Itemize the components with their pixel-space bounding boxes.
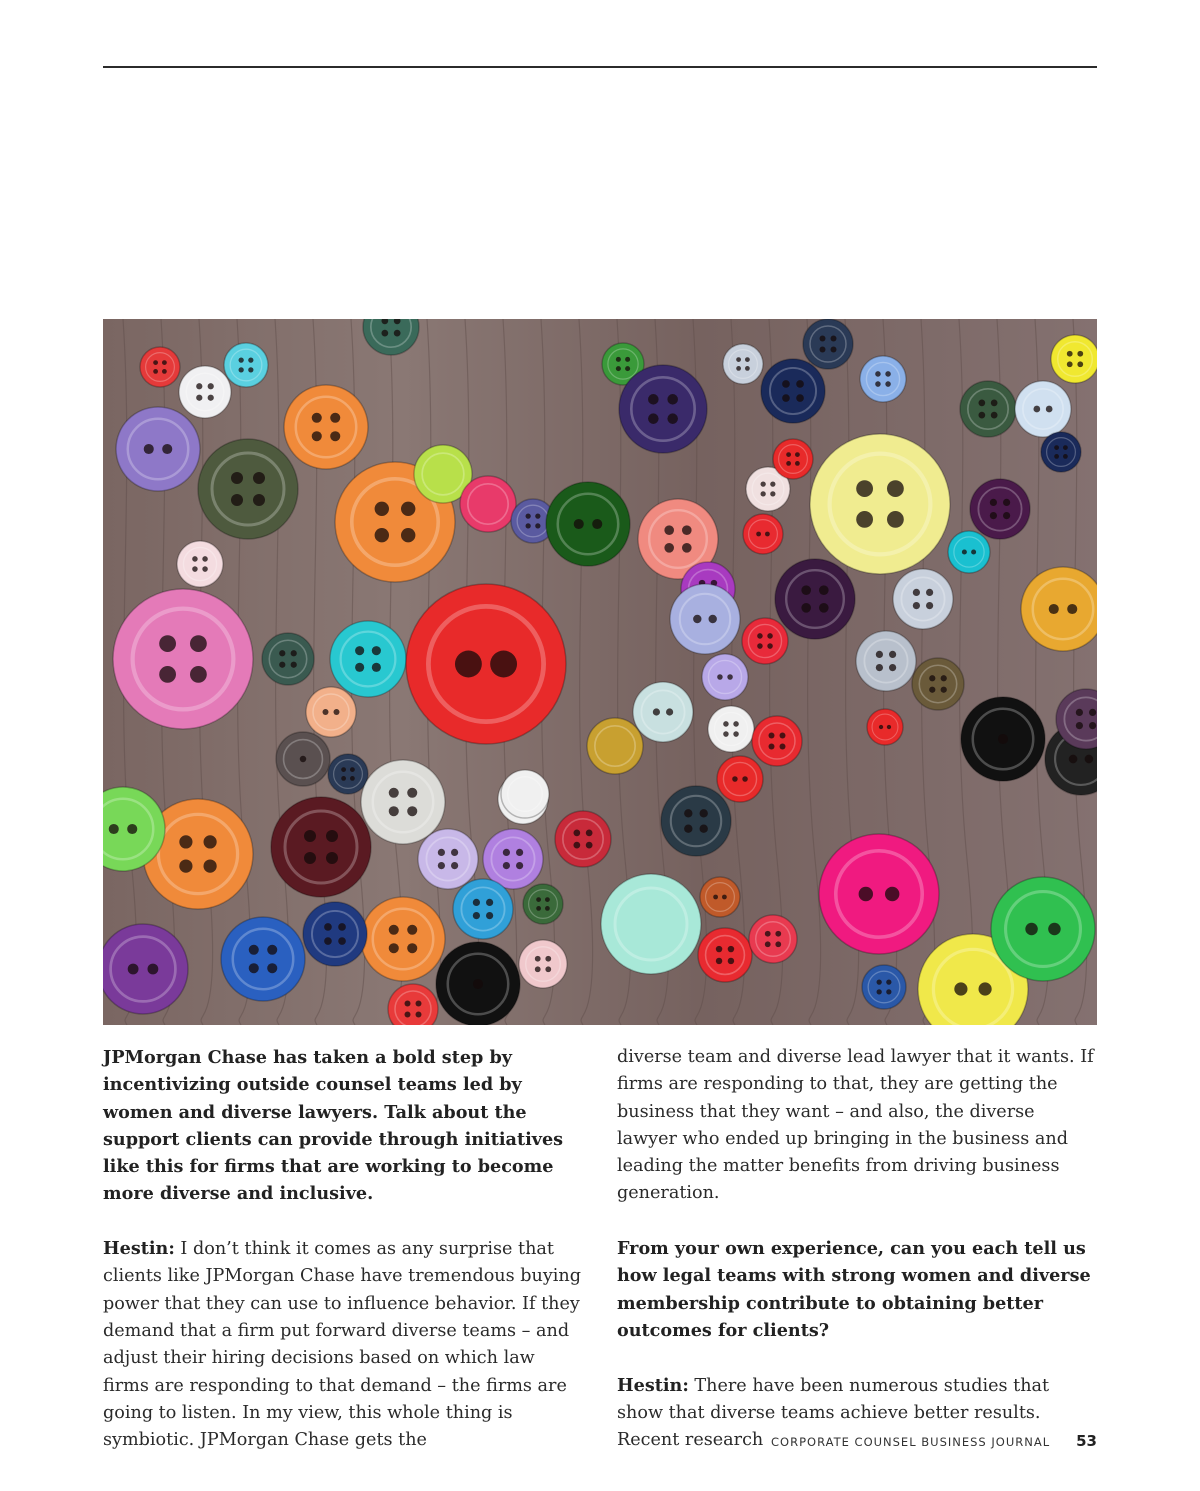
button-4 [116,407,200,491]
button-35 [436,942,520,1025]
publication-name: CORPORATE COUNSEL BUSINESS JOURNAL [771,1435,1051,1449]
button-55 [775,559,855,639]
button-75 [698,928,752,982]
button-33 [103,924,188,1014]
button-77 [819,834,939,954]
button-69 [1021,567,1097,651]
button-50 [1015,381,1071,437]
button-12 [306,687,356,737]
page-number: 53 [1076,1432,1097,1450]
button-52 [970,479,1030,539]
interview-question-1: JPMorgan Chase has taken a bold step by incentivizing outside counsel teams led by women and diverse lawyers. Talk about the support clients can provide through initiatives like this for firms that are working to become more diverse and inclusive. [103,1047,564,1205]
button-61 [752,716,802,766]
button-48 [810,434,950,574]
button-82 [1051,335,1097,383]
button-2 [179,366,231,418]
answer-text: There have been numerous studies that show that diverse teams achieve better results. Recent research [617,1375,1050,1451]
answer-text: I don’t think it comes as any surprise that clients like JPMorgan Chase have tremendous buying power that they can use to influence behavior. If they demand that a firm put forward diverse teams – and adjust their hiring decisions based on which law firms are responding to that demand – the firms are going to listen. In my view, this whole thing is symbiotic. JPMorgan Chase gets the [103,1239,582,1451]
top-rule [103,66,1097,68]
button-64 [856,631,916,691]
button-9 [113,589,253,729]
button-53 [948,531,990,573]
button-56 [670,584,740,654]
button-66 [867,709,903,745]
button-76 [749,915,797,963]
button-15 [361,760,445,844]
continuation-paragraph: diverse team and diverse lead lawyer that it wants. If firms are responding to that, they are getting the business that they want – and also, the diverse lawyer who ended up bringing in the business and leading the matter benefits from driving business generation. [617,1047,1094,1204]
button-80 [991,877,1095,981]
button-70 [661,786,731,856]
button-31 [221,917,305,1001]
speaker-label: Hestin: [103,1238,175,1260]
button-41 [773,439,813,479]
button-65 [912,658,964,710]
button-74 [700,877,740,917]
button-62 [717,756,763,802]
button-60 [708,706,754,752]
button-54 [893,569,953,629]
right-column [617,1044,1097,1482]
button-32 [303,902,367,966]
button-45 [761,359,825,423]
button-3 [224,343,268,387]
interview-question-2: From your own experience, can you each tell us how legal teams with strong women and diverse membership contribute to obtaining better outcomes for clients? [617,1238,1091,1341]
button-21 [460,476,516,532]
button-14 [328,754,368,794]
button-36 [388,984,438,1025]
button-1 [140,347,180,387]
button-16 [271,797,371,897]
button-6 [284,385,368,469]
speaker-label: Hestin: [617,1374,689,1396]
button-71 [555,811,611,867]
button-49 [960,381,1016,437]
button-29 [361,897,445,981]
buttons-photo [103,319,1097,1025]
answer-paragraph-1 [103,1235,583,1454]
button-73 [601,874,701,974]
button-43 [619,365,707,453]
button-57 [742,618,788,664]
button-59 [633,682,693,742]
button-25 [418,829,478,889]
button-39 [743,514,783,554]
button-8 [177,541,223,587]
button-46 [803,319,853,369]
button-34 [519,940,567,988]
button-5 [198,439,298,539]
button-23 [546,482,630,566]
button-44 [723,344,763,384]
button-10 [262,633,314,685]
button-24 [406,584,566,744]
button-63 [587,718,643,774]
button-67 [961,697,1045,781]
button-51 [1041,432,1081,472]
button-11 [330,621,406,697]
button-30 [523,884,563,924]
button-13 [276,732,330,786]
button-72 [501,770,549,818]
button-58 [702,654,748,700]
left-column [103,1044,583,1482]
button-47 [860,356,906,402]
button-78 [862,965,906,1009]
page-footer [771,1432,1097,1450]
button-28 [453,879,513,939]
